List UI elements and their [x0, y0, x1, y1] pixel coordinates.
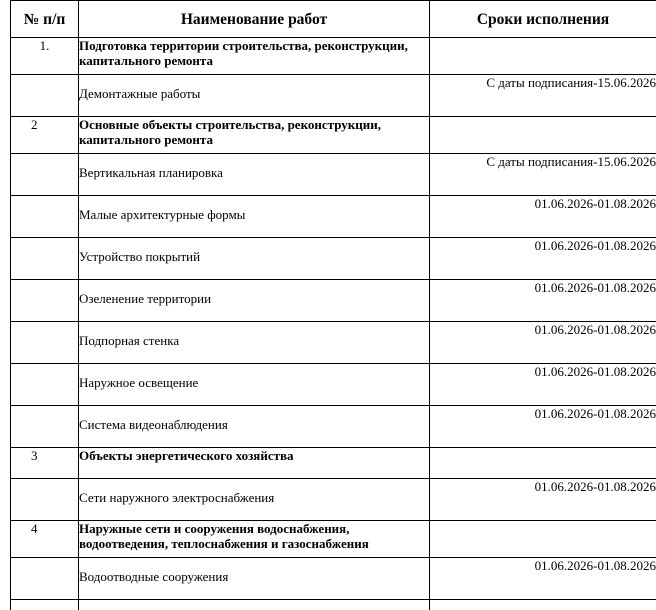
row-name: Малые архитектурные формы	[79, 196, 430, 238]
row-number	[11, 406, 79, 448]
table-row-continuation	[11, 600, 656, 610]
row-number	[11, 364, 79, 406]
row-dates: 01.06.2026-01.08.2026	[430, 364, 656, 406]
row-name: Озеленение территории	[79, 280, 430, 322]
row-number	[11, 154, 79, 196]
table-row	[11, 117, 656, 154]
works-schedule-table	[10, 0, 656, 610]
table-row	[11, 38, 656, 75]
row-number: 4	[11, 521, 79, 558]
row-dates: 01.06.2026-01.08.2026	[430, 280, 656, 322]
table-row	[11, 406, 656, 448]
table-row	[11, 558, 656, 600]
table-row	[11, 322, 656, 364]
row-name: Устройство покрытий	[79, 238, 430, 280]
row-dates	[430, 38, 656, 75]
row-dates: 01.06.2026-01.08.2026	[430, 196, 656, 238]
row-dates: 01.06.2026-01.08.2026	[430, 322, 656, 364]
row-name: Объекты энергетического хозяйства	[79, 448, 430, 479]
row-number: 1.	[11, 38, 79, 75]
row-number	[11, 558, 79, 600]
row-dates: 01.06.2026-01.08.2026	[430, 238, 656, 280]
row-number	[11, 322, 79, 364]
header-number: № п/п	[11, 1, 79, 38]
row-number	[11, 238, 79, 280]
row-name: Основные объекты строительства, реконструкции, капитального ремонта	[79, 117, 430, 154]
row-dates: 01.06.2026-01.08.2026	[430, 479, 656, 521]
row-number: 2	[11, 117, 79, 154]
header-dates: Сроки исполнения	[430, 1, 656, 38]
header-name: Наименование работ	[79, 1, 430, 38]
row-dates	[430, 521, 656, 558]
row-name: Система видеонаблюдения	[79, 406, 430, 448]
row-name: Подготовка территории строительства, реконструкции, капитального ремонта	[79, 38, 430, 75]
row-number	[11, 280, 79, 322]
row-name: Наружные сети и сооружения водоснабжения, водоотведения, теплоснабжения и газоснабжения	[79, 521, 430, 558]
row-name: Водоотводные сооружения	[79, 558, 430, 600]
table-row	[11, 238, 656, 280]
row-dates: С даты подписания-15.06.2026	[430, 75, 656, 117]
row-name: Подпорная стенка	[79, 322, 430, 364]
table-row	[11, 75, 656, 117]
row-dates	[430, 117, 656, 154]
row-dates: 01.06.2026-01.08.2026	[430, 406, 656, 448]
header-row	[11, 1, 656, 38]
row-number	[11, 600, 79, 610]
table-row	[11, 280, 656, 322]
row-name: Демонтажные работы	[79, 75, 430, 117]
table-row	[11, 521, 656, 558]
row-dates: 01.06.2026-01.08.2026	[430, 558, 656, 600]
table-row	[11, 196, 656, 238]
table-row	[11, 364, 656, 406]
table-row	[11, 479, 656, 521]
row-name: Наружное освещение	[79, 364, 430, 406]
table-row	[11, 154, 656, 196]
row-dates	[430, 448, 656, 479]
table-row	[11, 448, 656, 479]
row-number: 3	[11, 448, 79, 479]
row-dates: С даты подписания-15.06.2026	[430, 154, 656, 196]
table-header	[11, 1, 656, 38]
row-number	[11, 75, 79, 117]
row-dates	[430, 600, 656, 610]
row-name: Вертикальная планировка	[79, 154, 430, 196]
table-body	[11, 38, 656, 610]
row-name: Сети наружного электроснабжения	[79, 479, 430, 521]
row-name	[79, 600, 430, 610]
row-number	[11, 479, 79, 521]
row-number	[11, 196, 79, 238]
